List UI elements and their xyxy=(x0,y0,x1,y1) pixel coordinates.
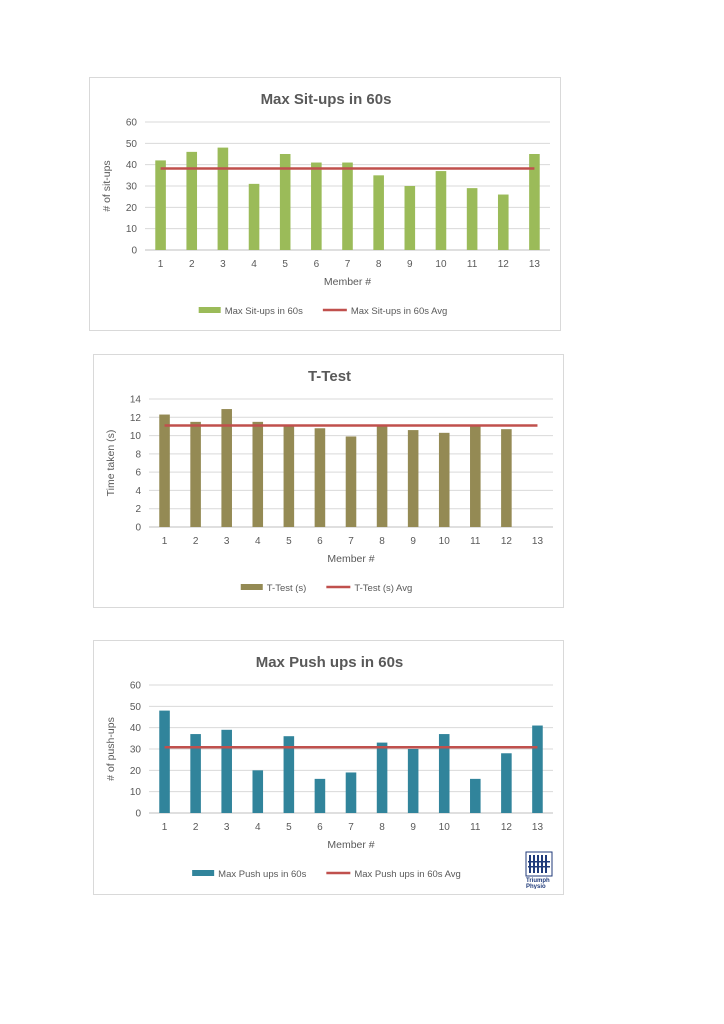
pushups-x-tick-label: 8 xyxy=(379,822,385,833)
ttest-chart xyxy=(94,355,565,609)
ttest-y-tick-label: 6 xyxy=(135,467,141,479)
pushups-y-tick-label: 30 xyxy=(129,744,141,756)
situps-bar xyxy=(218,148,229,250)
ttest-legend xyxy=(241,583,413,594)
ttest-x-tick-label: 8 xyxy=(379,536,385,547)
pushups-y-tick-label: 50 xyxy=(129,701,141,713)
ttest-title: T-Test xyxy=(307,368,352,385)
ttest-bar xyxy=(346,436,357,527)
situps-legend xyxy=(199,306,448,317)
pushups-legend-series-swatch xyxy=(192,870,214,876)
pushups-bar xyxy=(315,779,326,813)
situps-x-tick-label: 3 xyxy=(220,259,226,270)
ttest-bar xyxy=(470,426,481,527)
pushups-bar xyxy=(190,734,201,813)
pushups-x-tick-label: 12 xyxy=(500,822,512,833)
ttest-y-tick-label: 2 xyxy=(135,504,141,516)
ttest-bar xyxy=(408,430,419,527)
situps-bar xyxy=(342,163,353,250)
pushups-y-tick-label: 60 xyxy=(129,680,141,692)
situps-x-tick-label: 2 xyxy=(188,259,195,270)
pushups-bar xyxy=(221,730,232,813)
pushups-y-tick-label: 40 xyxy=(129,723,141,735)
ttest-x-tick-label: 7 xyxy=(348,536,354,547)
pushups-x-tick-label: 4 xyxy=(254,822,261,833)
pushups-x-tick-label: 1 xyxy=(161,822,168,833)
ttest-x-tick-label: 11 xyxy=(470,536,481,547)
pushups-legend-series-label: Max Push ups in 60s xyxy=(218,869,307,880)
ttest-legend-avg-label: T-Test (s) Avg xyxy=(354,583,413,594)
pushups-x-tick-label: 2 xyxy=(192,822,199,833)
situps-bar xyxy=(405,186,416,250)
situps-x-tick-label: 9 xyxy=(407,259,413,270)
pushups-x-tick-label: 3 xyxy=(223,822,230,833)
pushups-x-tick-label: 7 xyxy=(348,822,354,833)
pushups-bar xyxy=(252,770,263,813)
pushups-x-tick-label: 13 xyxy=(531,822,544,833)
situps-x-tick-label: 7 xyxy=(344,259,351,270)
ttest-bar xyxy=(190,422,201,527)
ttest-y-tick-label: 14 xyxy=(129,394,141,406)
situps-x-tick-label: 1 xyxy=(157,259,164,270)
pushups-y-tick-label: 10 xyxy=(129,787,141,799)
triumph-physio-logo xyxy=(525,851,553,889)
situps-x-tick-label: 6 xyxy=(313,259,320,270)
situps-x-tick-label: 5 xyxy=(282,259,288,270)
logo-mark-icon xyxy=(525,851,553,889)
situps-x-tick-label: 8 xyxy=(375,259,382,270)
ttest-x-tick-label: 9 xyxy=(410,536,416,547)
ttest-x-tick-label: 12 xyxy=(500,536,512,547)
situps-y-axis-label: # of sit-ups xyxy=(101,160,113,212)
ttest-bar xyxy=(284,426,295,527)
ttest-x-tick-label: 1 xyxy=(161,536,168,547)
situps-bar xyxy=(186,152,197,250)
situps-bar xyxy=(436,171,447,250)
ttest-bar xyxy=(252,422,263,527)
pushups-x-tick-label: 5 xyxy=(286,822,292,833)
pushups-chart xyxy=(94,641,565,896)
ttest-legend-series-label: T-Test (s) xyxy=(266,583,307,594)
pushups-y-axis-label: # of push-ups xyxy=(105,717,117,781)
situps-bar xyxy=(498,195,509,250)
ttest-bar xyxy=(501,429,512,527)
ttest-x-tick-label: 4 xyxy=(254,536,261,547)
pushups-bar xyxy=(159,711,170,813)
situps-title: Max Sit-ups in 60s xyxy=(260,91,392,108)
ttest-y-tick-label: 4 xyxy=(135,485,141,497)
situps-legend-series-swatch xyxy=(199,307,221,313)
pushups-bar xyxy=(501,753,512,813)
situps-y-tick-label: 50 xyxy=(125,138,137,150)
pushups-x-axis-label: Member # xyxy=(327,839,375,851)
ttest-bar xyxy=(315,428,326,527)
pushups-y-tick-label: 20 xyxy=(129,765,141,777)
situps-y-tick-label: 10 xyxy=(125,224,137,236)
ttest-y-tick-label: 0 xyxy=(135,522,141,534)
situps-bar xyxy=(311,163,322,250)
ttest-x-axis-label: Member # xyxy=(327,553,375,565)
ttest-x-tick-label: 10 xyxy=(438,536,450,547)
situps-y-tick-label: 0 xyxy=(131,245,137,257)
situps-bar xyxy=(467,188,478,250)
pushups-bar xyxy=(470,779,481,813)
situps-y-tick-label: 20 xyxy=(125,202,137,214)
pushups-legend xyxy=(192,869,461,880)
situps-x-axis-label: Member # xyxy=(323,276,372,288)
pushups-chart-panel xyxy=(93,640,564,895)
situps-bar xyxy=(373,175,384,250)
ttest-x-tick-label: 2 xyxy=(192,536,199,547)
situps-chart-panel xyxy=(89,77,561,331)
pushups-bar xyxy=(377,743,388,813)
ttest-y-axis-label: Time taken (s) xyxy=(105,429,117,497)
pushups-bar xyxy=(408,749,419,813)
pushups-y-tick-label: 0 xyxy=(135,808,141,820)
situps-bar xyxy=(155,160,166,250)
ttest-bar xyxy=(439,433,450,527)
logo-line2: Physio xyxy=(526,884,546,889)
ttest-chart-panel xyxy=(93,354,564,608)
pushups-bar xyxy=(346,772,357,813)
ttest-y-tick-label: 8 xyxy=(135,449,141,461)
ttest-x-tick-label: 5 xyxy=(286,536,292,547)
pushups-bar xyxy=(439,734,450,813)
situps-x-tick-label: 11 xyxy=(466,259,478,270)
pushups-x-tick-label: 10 xyxy=(438,822,450,833)
logo-line1: Triumph xyxy=(526,878,550,884)
pushups-x-tick-label: 11 xyxy=(470,822,481,833)
ttest-bar xyxy=(159,415,170,527)
situps-x-tick-label: 4 xyxy=(251,259,257,270)
situps-bar xyxy=(249,184,260,250)
situps-y-tick-label: 60 xyxy=(125,117,137,129)
ttest-x-tick-label: 13 xyxy=(531,536,544,547)
situps-y-tick-label: 30 xyxy=(125,181,137,193)
ttest-y-tick-label: 12 xyxy=(129,412,141,424)
pushups-title: Max Push ups in 60s xyxy=(255,654,404,671)
ttest-x-tick-label: 6 xyxy=(317,536,323,547)
situps-y-tick-label: 40 xyxy=(125,160,137,172)
ttest-x-tick-label: 3 xyxy=(223,536,230,547)
situps-chart xyxy=(90,78,562,332)
pushups-x-tick-label: 6 xyxy=(317,822,323,833)
pushups-legend-avg-label: Max Push ups in 60s Avg xyxy=(354,869,461,880)
situps-x-tick-label: 10 xyxy=(435,259,447,270)
pushups-x-tick-label: 9 xyxy=(410,822,416,833)
situps-legend-avg-label: Max Sit-ups in 60s Avg xyxy=(350,306,448,317)
situps-x-tick-label: 13 xyxy=(528,259,540,270)
ttest-y-tick-label: 10 xyxy=(129,431,141,443)
situps-x-tick-label: 12 xyxy=(497,259,509,270)
ttest-bar xyxy=(377,425,388,527)
pushups-bar xyxy=(532,726,543,813)
situps-legend-series-label: Max Sit-ups in 60s xyxy=(224,306,303,317)
ttest-legend-series-swatch xyxy=(241,584,263,590)
